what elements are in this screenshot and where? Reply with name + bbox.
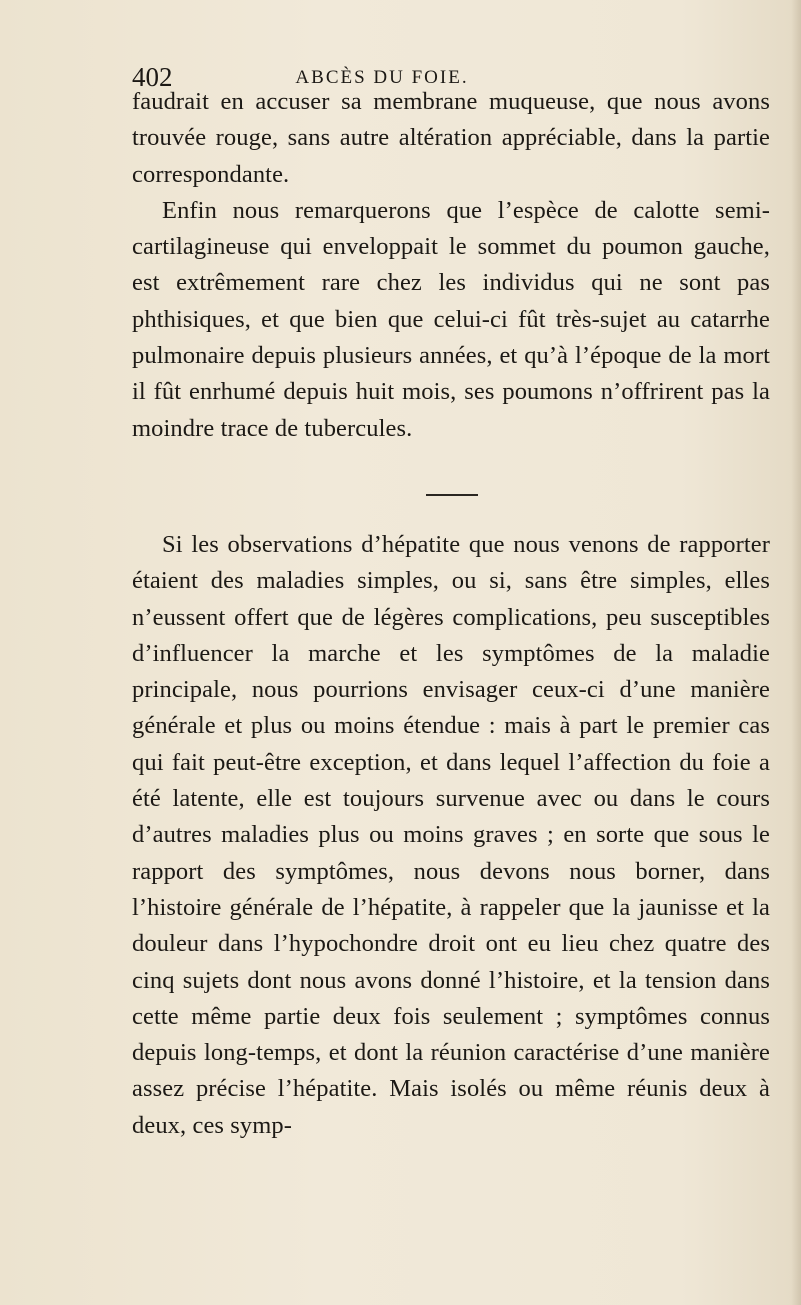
- section-separator: [426, 494, 478, 496]
- text-block-bottom: [132, 527, 770, 1144]
- page-number: 402: [132, 62, 173, 92]
- page-edge-shadow: [791, 0, 801, 1305]
- text-block-top: [132, 84, 770, 447]
- running-title: ABCÈS DU FOIE.: [295, 67, 469, 88]
- paragraph-calotte: Enfin nous remarquerons que l’espèce de calotte semi-cartilagineuse qui enveloppait le sommet du poumon gauche, est extrêmement rare chez les individus qui ne sont pas phthisiques, et que bien que celui-ci fût très-sujet au catarrhe pulmonaire depuis plusieurs années, et qu’à l’époque de la mort il fût enrhumé depuis huit mois, ses poumons n’offrirent pas la moindre trace de tubercules.: [132, 196, 770, 442]
- paragraph-hepatite: Si les observations d’hépatite que nous venons de rapporter étaient des maladies simples, ou si, sans être simples, elles n’eussent offert que de légères complications, peu susceptibles d’influencer la marche et les symptômes de la maladie principale, nous pourrions envisager ceux-ci d’une manière générale et plus ou moins étendue : mais à part le premier cas qui fait peut-être exception, et dans lequel l’affection du foie a été latente, elle est toujours survenue avec ou dans le cours d’autres maladies plus ou moins graves ; en sorte que sous le rapport des symptômes, nous devons nous borner, dans l’histoire générale de l’hépatite, à rappeler que la jaunisse et la douleur dans l’hypochondre droit ont eu lieu chez quatre des cinq sujets dont nous avons donné l’histoire, et la tension dans cette même partie deux fois seulement ; symptômes connus depuis long-temps, et dont la réunion caractérise d’une manière assez précise l’hépatite. Mais isolés ou même réunis deux à deux, ces symp-: [132, 531, 770, 1139]
- paragraph-continuation: faudrait en accuser sa membrane muqueuse, que nous avons trouvée rouge, sans autre altération appréciable, dans la partie correspondante.: [132, 88, 770, 188]
